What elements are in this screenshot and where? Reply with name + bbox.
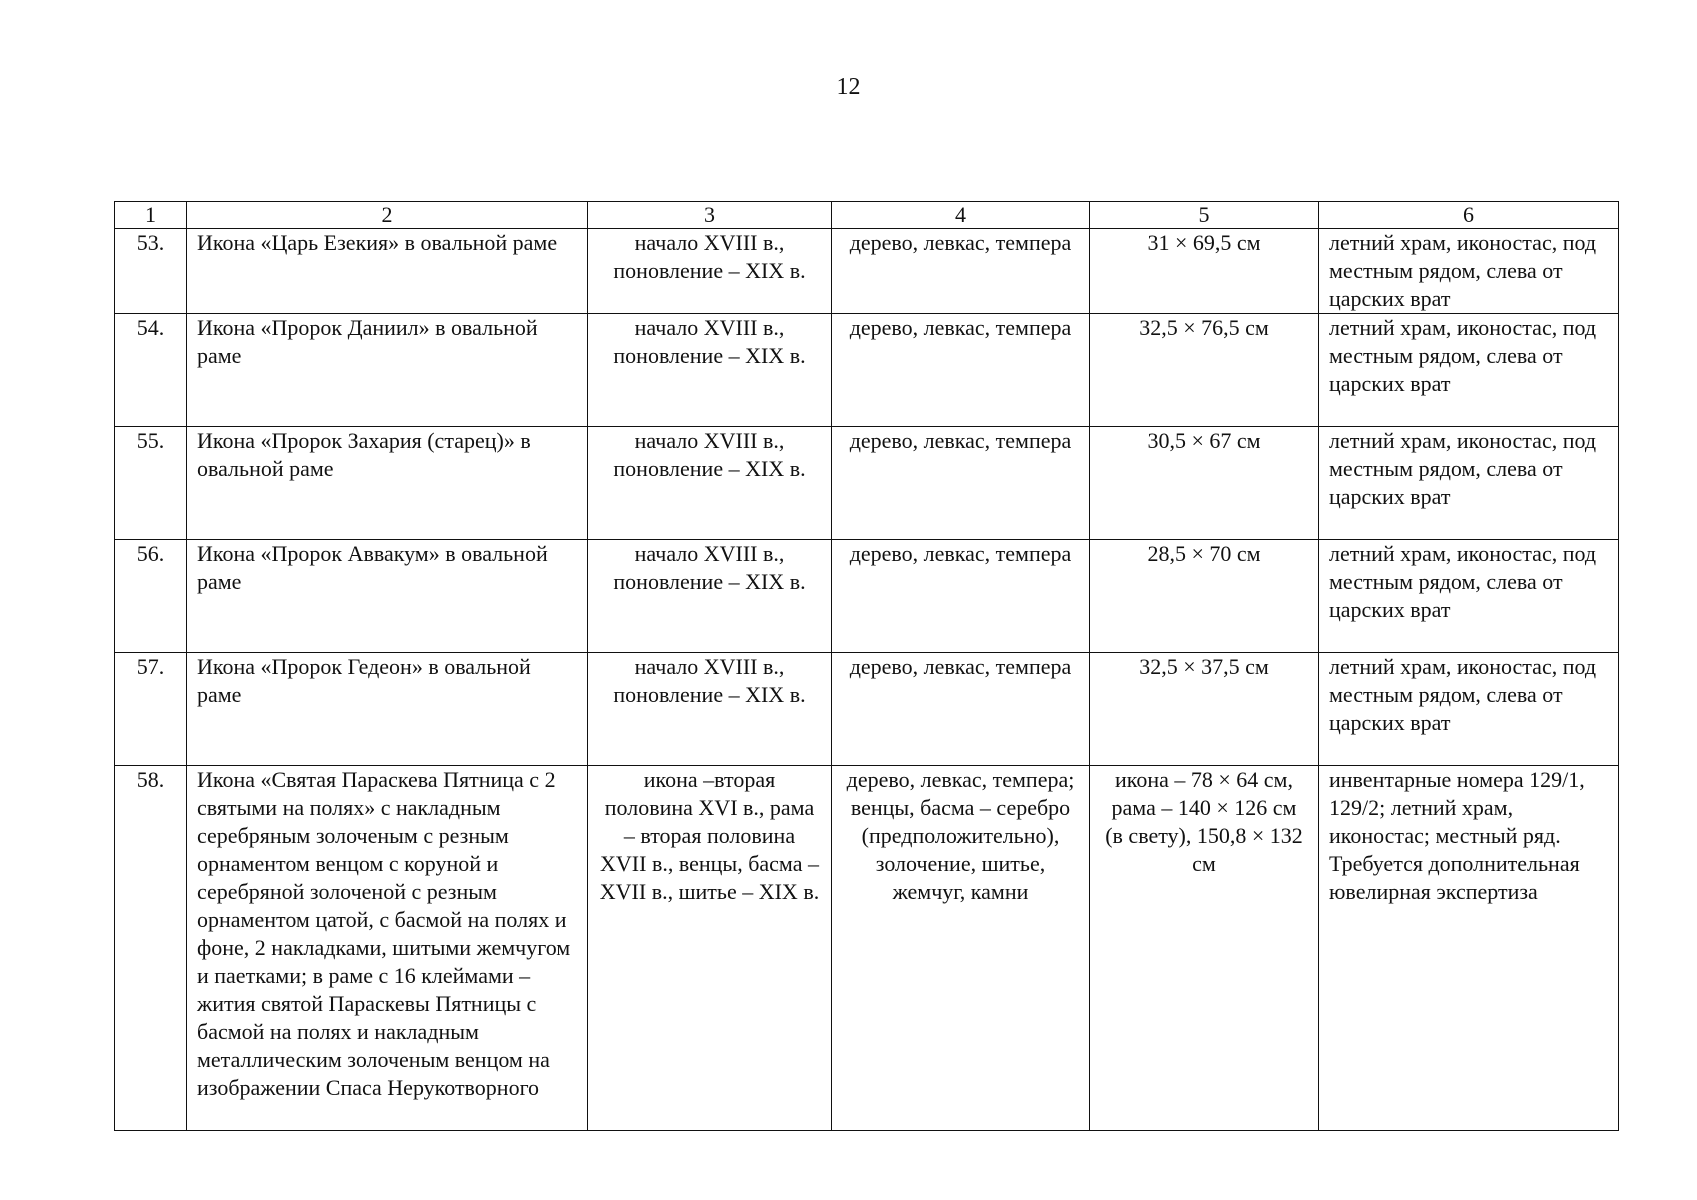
item-size: 32,5 × 37,5 см: [1090, 653, 1319, 766]
item-date: начало XVIII в., поновление – XIX в.: [588, 540, 832, 653]
item-location-note: летний храм, иконостас, под местным рядом, слева от царских врат: [1319, 427, 1619, 540]
icons-registry-table: [114, 201, 1619, 1131]
table-row: [115, 653, 1619, 766]
row-number: 53.: [115, 229, 187, 314]
item-date: икона –вторая половина XVI в., рама – вторая половина XVII в., венцы, басма – XVII в., шитье – XIX в.: [588, 766, 832, 1131]
row-number: 55.: [115, 427, 187, 540]
item-name: Икона «Святая Параскева Пятница с 2 святыми на полях» с накладным серебряным золоченым с резным орнаментом венцом с коруной и серебряной золоченой с резным орнаментом цатой, с басмой на полях и фоне, 2 накладками, шитыми жемчугом и паетками; в раме с 16 клеймами – жития святой Параскевы Пятницы с басмой на полях и накладным металлическим золоченым венцом на изображении Спаса Нерукотворного: [187, 766, 588, 1131]
header-cell: 5: [1090, 202, 1319, 229]
item-material: дерево, левкас, темпера: [832, 314, 1090, 427]
header-cell: 6: [1319, 202, 1619, 229]
row-number: 58.: [115, 766, 187, 1131]
item-location-note: летний храм, иконостас, под местным рядом, слева от царских врат: [1319, 653, 1619, 766]
row-number: 57.: [115, 653, 187, 766]
item-date: начало XVIII в., поновление – XIX в.: [588, 653, 832, 766]
table-row: [115, 766, 1619, 1131]
page-number: 12: [836, 74, 861, 100]
item-location-note: летний храм, иконостас, под местным рядом, слева от царских врат: [1319, 540, 1619, 653]
item-name: Икона «Пророк Гедеон» в овальной раме: [187, 653, 588, 766]
item-material: дерево, левкас, темпера: [832, 427, 1090, 540]
table-header-row: [115, 202, 1619, 229]
item-location-note: летний храм, иконостас, под местным рядом, слева от царских врат: [1319, 314, 1619, 427]
item-size: икона – 78 × 64 см, рама – 140 × 126 см (в свету), 150,8 × 132 см: [1090, 766, 1319, 1131]
header-cell: 4: [832, 202, 1090, 229]
item-size: 32,5 × 76,5 см: [1090, 314, 1319, 427]
table-row: [115, 229, 1619, 314]
item-name: Икона «Пророк Даниил» в овальной раме: [187, 314, 588, 427]
item-material: дерево, левкас, темпера: [832, 653, 1090, 766]
item-date: начало XVIII в., поновление – XIX в.: [588, 427, 832, 540]
item-size: 28,5 × 70 см: [1090, 540, 1319, 653]
item-size: 30,5 × 67 см: [1090, 427, 1319, 540]
header-cell: 2: [187, 202, 588, 229]
table-row: [115, 427, 1619, 540]
table-row: [115, 540, 1619, 653]
item-location-note: летний храм, иконостас, под местным рядом, слева от царских врат: [1319, 229, 1619, 314]
row-number: 56.: [115, 540, 187, 653]
row-number: 54.: [115, 314, 187, 427]
header-cell: 1: [115, 202, 187, 229]
item-material: дерево, левкас, темпера; венцы, басма – серебро (предположительно), золочение, шитье, жемчуг, камни: [832, 766, 1090, 1131]
item-date: начало XVIII в., поновление – XIX в.: [588, 229, 832, 314]
item-name: Икона «Пророк Захария (старец)» в овальной раме: [187, 427, 588, 540]
header-cell: 3: [588, 202, 832, 229]
item-date: начало XVIII в., поновление – XIX в.: [588, 314, 832, 427]
item-material: дерево, левкас, темпера: [832, 540, 1090, 653]
item-location-note: инвентарные номера 129/1, 129/2; летний храм, иконостас; местный ряд. Требуется дополнительная ювелирная экспертиза: [1319, 766, 1619, 1131]
item-name: Икона «Царь Езекия» в овальной раме: [187, 229, 588, 314]
item-name: Икона «Пророк Аввакум» в овальной раме: [187, 540, 588, 653]
item-material: дерево, левкас, темпера: [832, 229, 1090, 314]
item-size: 31 × 69,5 см: [1090, 229, 1319, 314]
table-row: [115, 314, 1619, 427]
